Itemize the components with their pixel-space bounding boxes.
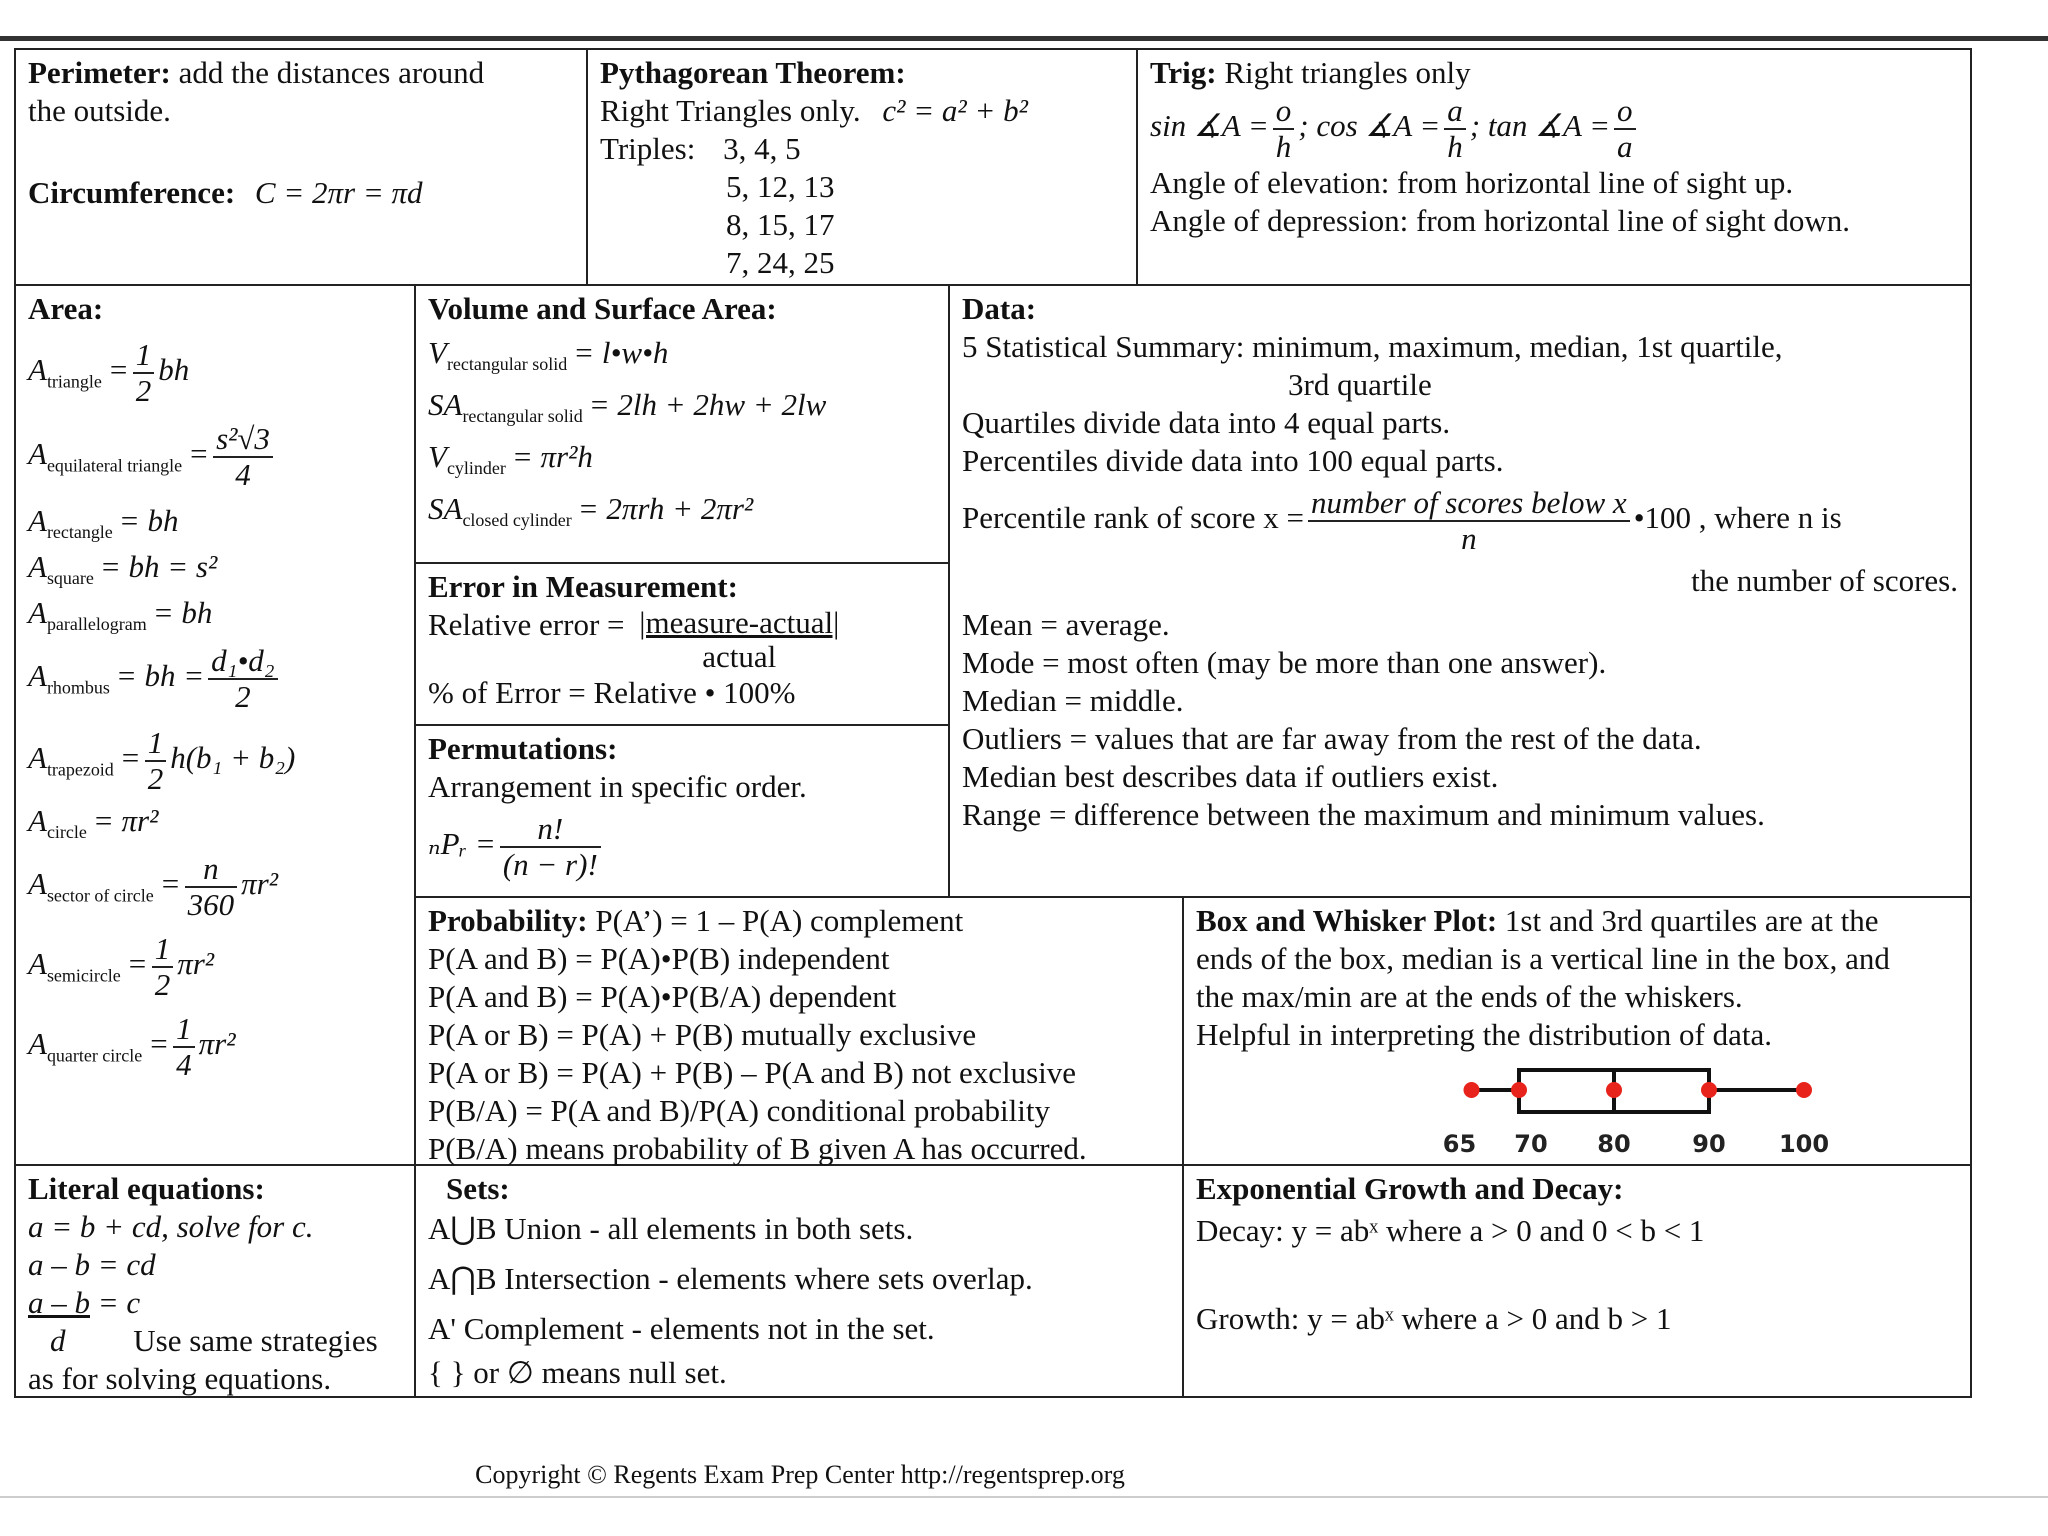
probability-heading: Probability:	[428, 903, 588, 938]
tick-label: 80	[1597, 1130, 1631, 1158]
volume-formula: $SA_{rectangular solid} = 2lh + 2hw + 2lw$	[428, 387, 827, 427]
probability-line: P(A and B) = P(A)•P(B) independent	[428, 941, 890, 976]
error-heading: Error in Measurement:	[428, 569, 738, 604]
probability-line: P(A or B) = P(A) + P(B) mutually exclusive	[428, 1017, 977, 1052]
min-point	[1464, 1082, 1480, 1098]
volume-heading: Volume and Surface Area:	[428, 291, 777, 326]
mode-text: Mode = most often (may be more than one answer).	[962, 645, 1607, 680]
area-formula: $A_{quarter circle}$ = $\frac{1}{4}$ πr²	[28, 1011, 236, 1082]
percentile-rank-tail: •100 , where n is	[1633, 500, 1842, 536]
triple-item: 8, 15, 17	[726, 207, 835, 242]
median-best-text: Median best describes data if outliers exist.	[962, 759, 1499, 794]
area-formula-list	[28, 338, 402, 1082]
data-heading: Data:	[962, 291, 1037, 326]
error-box	[416, 564, 950, 726]
boxplot-box	[1184, 898, 1970, 1166]
probability-line: P(B/A) = P(A and B)/P(A) conditional probability	[428, 1093, 1050, 1128]
literal-denominator: d	[50, 1323, 66, 1358]
exponential-growth: Growth: y = abˣ where a > 0 and b > 1	[1196, 1301, 1672, 1336]
permutations-heading: Permutations:	[428, 731, 618, 766]
sets-intersection: A⋂B Intersection - elements where sets overlap.	[428, 1261, 1033, 1296]
area-formula: $A_{triangle}$ = $\frac{1}{2}$ bh	[28, 337, 190, 408]
angle-depression: Angle of depression: from horizontal line of sight down.	[1150, 203, 1850, 238]
literal-box	[16, 1166, 416, 1396]
exponential-box	[1184, 1166, 1970, 1396]
pythagorean-box	[588, 50, 1138, 286]
boxplot-line: 1st and 3rd quartiles are at the	[1504, 903, 1879, 938]
sets-box	[416, 1166, 1184, 1396]
top-rule	[0, 36, 2048, 41]
sin-fraction: $\frac{o}{h}$	[1273, 94, 1295, 164]
permutation-lhs: ₙPᵣ =	[428, 826, 496, 862]
triples-label: Triples:	[600, 131, 696, 166]
triple-item: 7, 24, 25	[726, 245, 835, 280]
box-whisker-plot	[1404, 1060, 1830, 1160]
boxplot-line: ends of the box, median is a vertical line in the box, and	[1196, 941, 1890, 976]
outliers-text: Outliers = values that are far away from the rest of the data.	[962, 721, 1702, 756]
literal-rest: = c	[97, 1285, 141, 1320]
percentile-rank-fraction: $\frac{\text{number of scores below x}}{n}$	[1308, 486, 1630, 556]
area-box	[16, 286, 416, 1166]
circumference-heading: Circumference:	[28, 175, 236, 210]
area-formula: $A_{semicircle}$ = $\frac{1}{2}$ πr²	[28, 931, 215, 1002]
bottom-rule	[0, 1496, 2048, 1498]
probability-box	[416, 898, 1184, 1166]
triple-item: 5, 12, 13	[726, 169, 835, 204]
percentile-rank-tail-2: the number of scores.	[1691, 563, 1958, 598]
sin-label: sin ∡A =	[1150, 108, 1269, 144]
tan-label: ; tan ∡A =	[1469, 108, 1611, 144]
max-point	[1796, 1082, 1812, 1098]
area-heading: Area:	[28, 291, 104, 326]
median-text: Median = middle.	[962, 683, 1184, 718]
pythagorean-formula: c² = a² + b²	[882, 93, 1028, 128]
relative-error-fraction: $\frac{\text{|measure-actual|}}{\text{actual}}$	[639, 605, 840, 674]
perimeter-text: add the distances around	[178, 55, 485, 90]
area-formula: $A_{rhombus}$ = bh = $\frac{\text{d₁•d₂}}{2}$	[28, 644, 402, 714]
volume-box	[416, 286, 950, 564]
boxplot-heading: Box and Whisker Plot:	[1196, 903, 1498, 938]
literal-heading: Literal equations:	[28, 1171, 265, 1206]
sets-union: A⋃B Union - all elements in both sets.	[428, 1211, 914, 1246]
triple-item: 3, 4, 5	[723, 131, 801, 166]
tick-label: 70	[1514, 1130, 1548, 1158]
trig-subheading: Right triangles only	[1224, 55, 1471, 90]
volume-formula-list	[428, 334, 936, 531]
percent-error: % of Error = Relative • 100%	[428, 675, 796, 710]
probability-line: P(A’) = 1 – P(A) complement	[595, 903, 964, 938]
area-formula: $A_{circle} = \pi r^2$	[28, 803, 159, 843]
volume-formula: $V_{rectangular solid}$ = l•w•h	[428, 335, 669, 375]
exponential-heading: Exponential Growth and Decay:	[1196, 1171, 1624, 1206]
area-formula: $A_{square}$ = bh = s²	[28, 549, 218, 589]
literal-numerator: a – b	[28, 1285, 90, 1320]
tick-label: 65	[1442, 1130, 1477, 1158]
angle-elevation: Angle of elevation: from horizontal line of sight up.	[1150, 165, 1794, 200]
probability-line: P(B/A) means probability of B given A has occurred.	[428, 1131, 1087, 1166]
mean-text: Mean = average.	[962, 607, 1170, 642]
formula-sheet	[14, 48, 1972, 1398]
copyright-footer: Copyright © Regents Exam Prep Center http://regentsprep.org	[475, 1460, 1125, 1489]
trig-ratios	[1150, 94, 1958, 164]
sets-null: { } or ∅ means null set.	[428, 1355, 727, 1390]
circumference-formula: C = 2πr = πd	[254, 175, 423, 210]
permutation-fraction: $\frac{n!}{(n - r)!}$	[500, 812, 601, 882]
statistical-summary-cont: 3rd quartile	[1288, 367, 1432, 402]
tick-label: 90	[1692, 1130, 1726, 1158]
trig-box	[1138, 50, 1970, 286]
literal-line: as for solving equations.	[28, 1361, 332, 1396]
median-point	[1606, 1082, 1622, 1098]
data-box	[950, 286, 1970, 898]
cos-fraction: $\frac{a}{h}$	[1444, 94, 1466, 164]
quartiles-text: Quartiles divide data into 4 equal parts.	[962, 405, 1451, 440]
percentile-rank-label: Percentile rank of score x =	[962, 500, 1304, 536]
area-formula: $A_{trapezoid}$ = $\frac{1}{2}$ h(b₁ + b₂)	[28, 725, 296, 796]
area-formula: $A_{equilateral triangle}$ = $\frac{\text{s²√3}}{4}$	[28, 422, 402, 492]
perimeter-box	[16, 50, 588, 286]
sets-heading: Sets:	[446, 1171, 510, 1206]
literal-line: a – b = cd	[28, 1247, 156, 1282]
boxplot-line: Helpful in interpreting the distribution of data.	[1196, 1017, 1772, 1052]
volume-formula: $V_{cylinder} = \pi r^2h$	[428, 439, 593, 479]
percentiles-text: Percentiles divide data into 100 equal parts.	[962, 443, 1504, 478]
cos-label: ; cos ∡A =	[1298, 108, 1441, 144]
volume-formula: $SA_{closed cylinder} = 2\pi rh + 2\pi r^2$	[428, 491, 754, 531]
q1-point	[1511, 1082, 1527, 1098]
pythagorean-heading: Pythagorean Theorem:	[600, 55, 906, 90]
sets-complement: A' Complement - elements not in the set.	[428, 1311, 935, 1346]
range-text: Range = difference between the maximum and minimum values.	[962, 797, 1765, 832]
perimeter-text-2: the outside.	[28, 93, 171, 128]
relative-error-label: Relative error =	[428, 607, 625, 642]
boxplot-line: the max/min are at the ends of the whiskers.	[1196, 979, 1743, 1014]
statistical-summary: 5 Statistical Summary: minimum, maximum, median, 1st quartile,	[962, 329, 1783, 364]
tick-label: 100	[1778, 1130, 1830, 1158]
q3-point	[1701, 1082, 1717, 1098]
area-formula: $A_{rectangle}$ = bh	[28, 503, 179, 543]
probability-line: P(A and B) = P(A)•P(B/A) dependent	[428, 979, 897, 1014]
area-formula: $A_{parallelogram}$ = bh	[28, 595, 213, 635]
literal-line: a = b + cd, solve for c.	[28, 1209, 314, 1244]
permutations-text: Arrangement in specific order.	[428, 769, 807, 804]
area-formula: $A_{sector of circle}$ = $\frac{n}{360}$ πr²	[28, 851, 279, 922]
pythagorean-line: Right Triangles only.	[600, 93, 861, 128]
perimeter-heading: Perimeter:	[28, 55, 171, 90]
probability-line: P(A or B) = P(A) + P(B) – P(A and B) not exclusive	[428, 1055, 1077, 1090]
tan-fraction: $\frac{o}{a}$	[1614, 94, 1636, 164]
permutations-box	[416, 726, 950, 898]
trig-heading: Trig:	[1150, 55, 1217, 90]
literal-strategies: Use same strategies	[133, 1323, 378, 1358]
exponential-decay: Decay: y = abˣ where a > 0 and 0 < b < 1	[1196, 1213, 1705, 1248]
